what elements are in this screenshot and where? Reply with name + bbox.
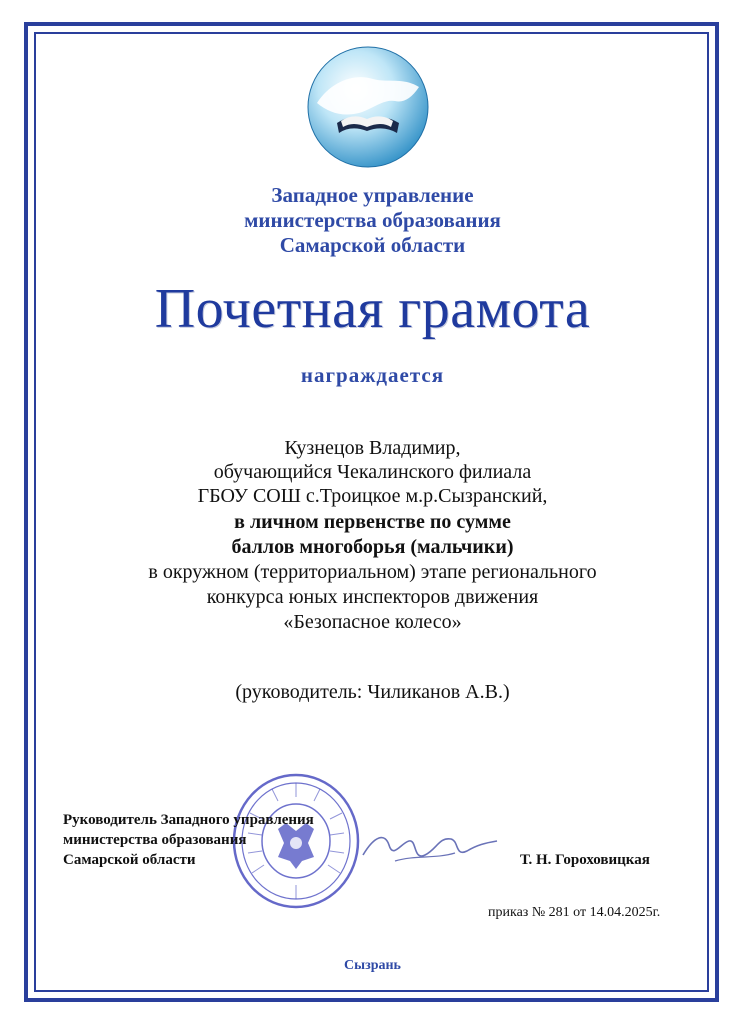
recipient-line-8: «Безопасное колесо» xyxy=(283,611,462,633)
recipient-line-2: обучающийся Чекалинского филиала xyxy=(213,461,532,483)
supervisor-line: (руководитель: Чиликанов А.В.) xyxy=(235,681,510,703)
recipient-line-7: конкурса юных инспекторов движения xyxy=(206,586,539,608)
recipient-line-6: в окружном (территориальном) этапе регионального xyxy=(148,561,597,583)
org-line-2: министерства образования xyxy=(244,208,501,232)
org-line-3: Самарской области xyxy=(279,233,466,257)
recipient-line-3: ГБОУ СОШ с.Троицкое м.р.Сызранский, xyxy=(197,485,548,507)
signatory-title xyxy=(63,810,383,870)
awarded-label: награждается xyxy=(300,363,445,387)
recipient-line-4: в личном первенстве по сумме xyxy=(234,511,511,533)
signatory-name: Т. Н. Гороховицкая xyxy=(520,852,650,868)
signatory-title-line-2: министерства образования xyxy=(63,832,247,848)
globe-book-emblem xyxy=(303,43,433,171)
order-reference: приказ № 281 от 14.04.2025г. xyxy=(488,905,661,920)
signatory-title-line-1: Руководитель Западного управления xyxy=(63,812,314,828)
recipient-name: Кузнецов Владимир, xyxy=(284,437,461,459)
city-name: Сызрань xyxy=(344,958,401,973)
recipient-line-5: баллов многоборья (мальчики) xyxy=(231,536,514,558)
certificate-title: Почетная грамота xyxy=(154,278,591,340)
signatory-title-line-3: Самарской области xyxy=(63,852,196,868)
org-line-1: Западное управление xyxy=(271,183,474,207)
